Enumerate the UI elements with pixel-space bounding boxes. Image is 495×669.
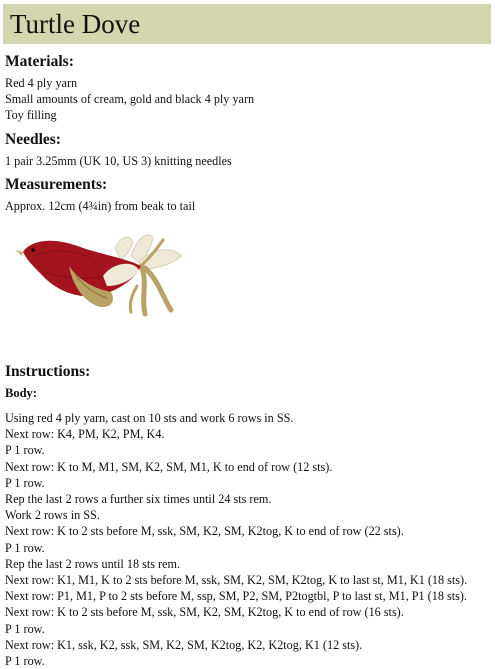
pattern-content bbox=[5, 52, 491, 669]
instruction-line: Next row: K4, PM, K2, PM, K4. bbox=[5, 427, 165, 442]
instruction-line: Work 2 rows in SS. bbox=[5, 508, 100, 523]
instruction-line: P 1 row. bbox=[5, 443, 45, 458]
body-subheading: Body: bbox=[5, 386, 37, 401]
materials-line: Red 4 ply yarn bbox=[5, 76, 78, 90]
turtle-dove-photo bbox=[5, 220, 491, 362]
instruction-line: Next row: K1, M1, K to 2 sts before M, ssk, SM, K2, SM, K2tog, K to last st, M1, K1 (18 sts). bbox=[5, 573, 468, 588]
needles-section bbox=[5, 130, 491, 169]
needles-line: 1 pair 3.25mm (UK 10, US 3) knitting needles bbox=[5, 153, 232, 168]
measurements-heading: Measurements: bbox=[5, 175, 108, 193]
instruction-line: P 1 row. bbox=[5, 654, 45, 669]
instructions-section bbox=[5, 362, 491, 669]
dove-eye bbox=[31, 248, 35, 252]
instruction-line: Using red 4 ply yarn, cast on 10 sts and work 6 rows in SS. bbox=[5, 411, 294, 426]
page-title: Turtle Dove bbox=[10, 9, 141, 39]
knitted-dove-image bbox=[13, 226, 188, 336]
materials-section bbox=[5, 52, 491, 124]
needles-heading: Needles: bbox=[5, 130, 61, 148]
instruction-line: Rep the last 2 rows a further six times until 24 sts rem. bbox=[5, 492, 272, 507]
instruction-line: Next row: K to 2 sts before M, ssk, SM, K2, SM, K2tog, K to end of row (16 sts). bbox=[5, 605, 404, 620]
instruction-line: P 1 row. bbox=[5, 621, 45, 636]
instruction-line: Next row: K to 2 sts before M, ssk, SM, K2, SM, K2tog, K to end of row (22 sts). bbox=[5, 524, 404, 539]
instruction-line: Next row: K1, ssk, K2, ssk, SM, K2, SM, K2tog, K2, K2tog, K1 (12 sts). bbox=[5, 637, 363, 652]
dove-beak bbox=[15, 250, 23, 256]
instructions-heading: Instructions: bbox=[5, 363, 91, 381]
instruction-line: P 1 row. bbox=[5, 475, 45, 490]
instruction-line: P 1 row. bbox=[5, 540, 45, 555]
instruction-line: Next row: K to M, M1, SM, K2, SM, M1, K to end of row (12 sts). bbox=[5, 459, 333, 474]
materials-line: Small amounts of cream, gold and black 4 ply yarn bbox=[5, 92, 255, 107]
title-bar bbox=[3, 4, 491, 44]
instruction-line: Next row: P1, M1, P to 2 sts before M, ssp, SM, P2, SM, P2togtbl, P to last st, M1, P1 (18 sts). bbox=[5, 589, 467, 604]
materials-line: Toy filling bbox=[5, 108, 57, 123]
measurements-line: Approx. 12cm (4¾in) from beak to tail bbox=[5, 198, 196, 213]
materials-heading: Materials: bbox=[5, 53, 74, 70]
instruction-line: Rep the last 2 rows until 18 sts rem. bbox=[5, 556, 181, 571]
measurements-section bbox=[5, 175, 491, 214]
